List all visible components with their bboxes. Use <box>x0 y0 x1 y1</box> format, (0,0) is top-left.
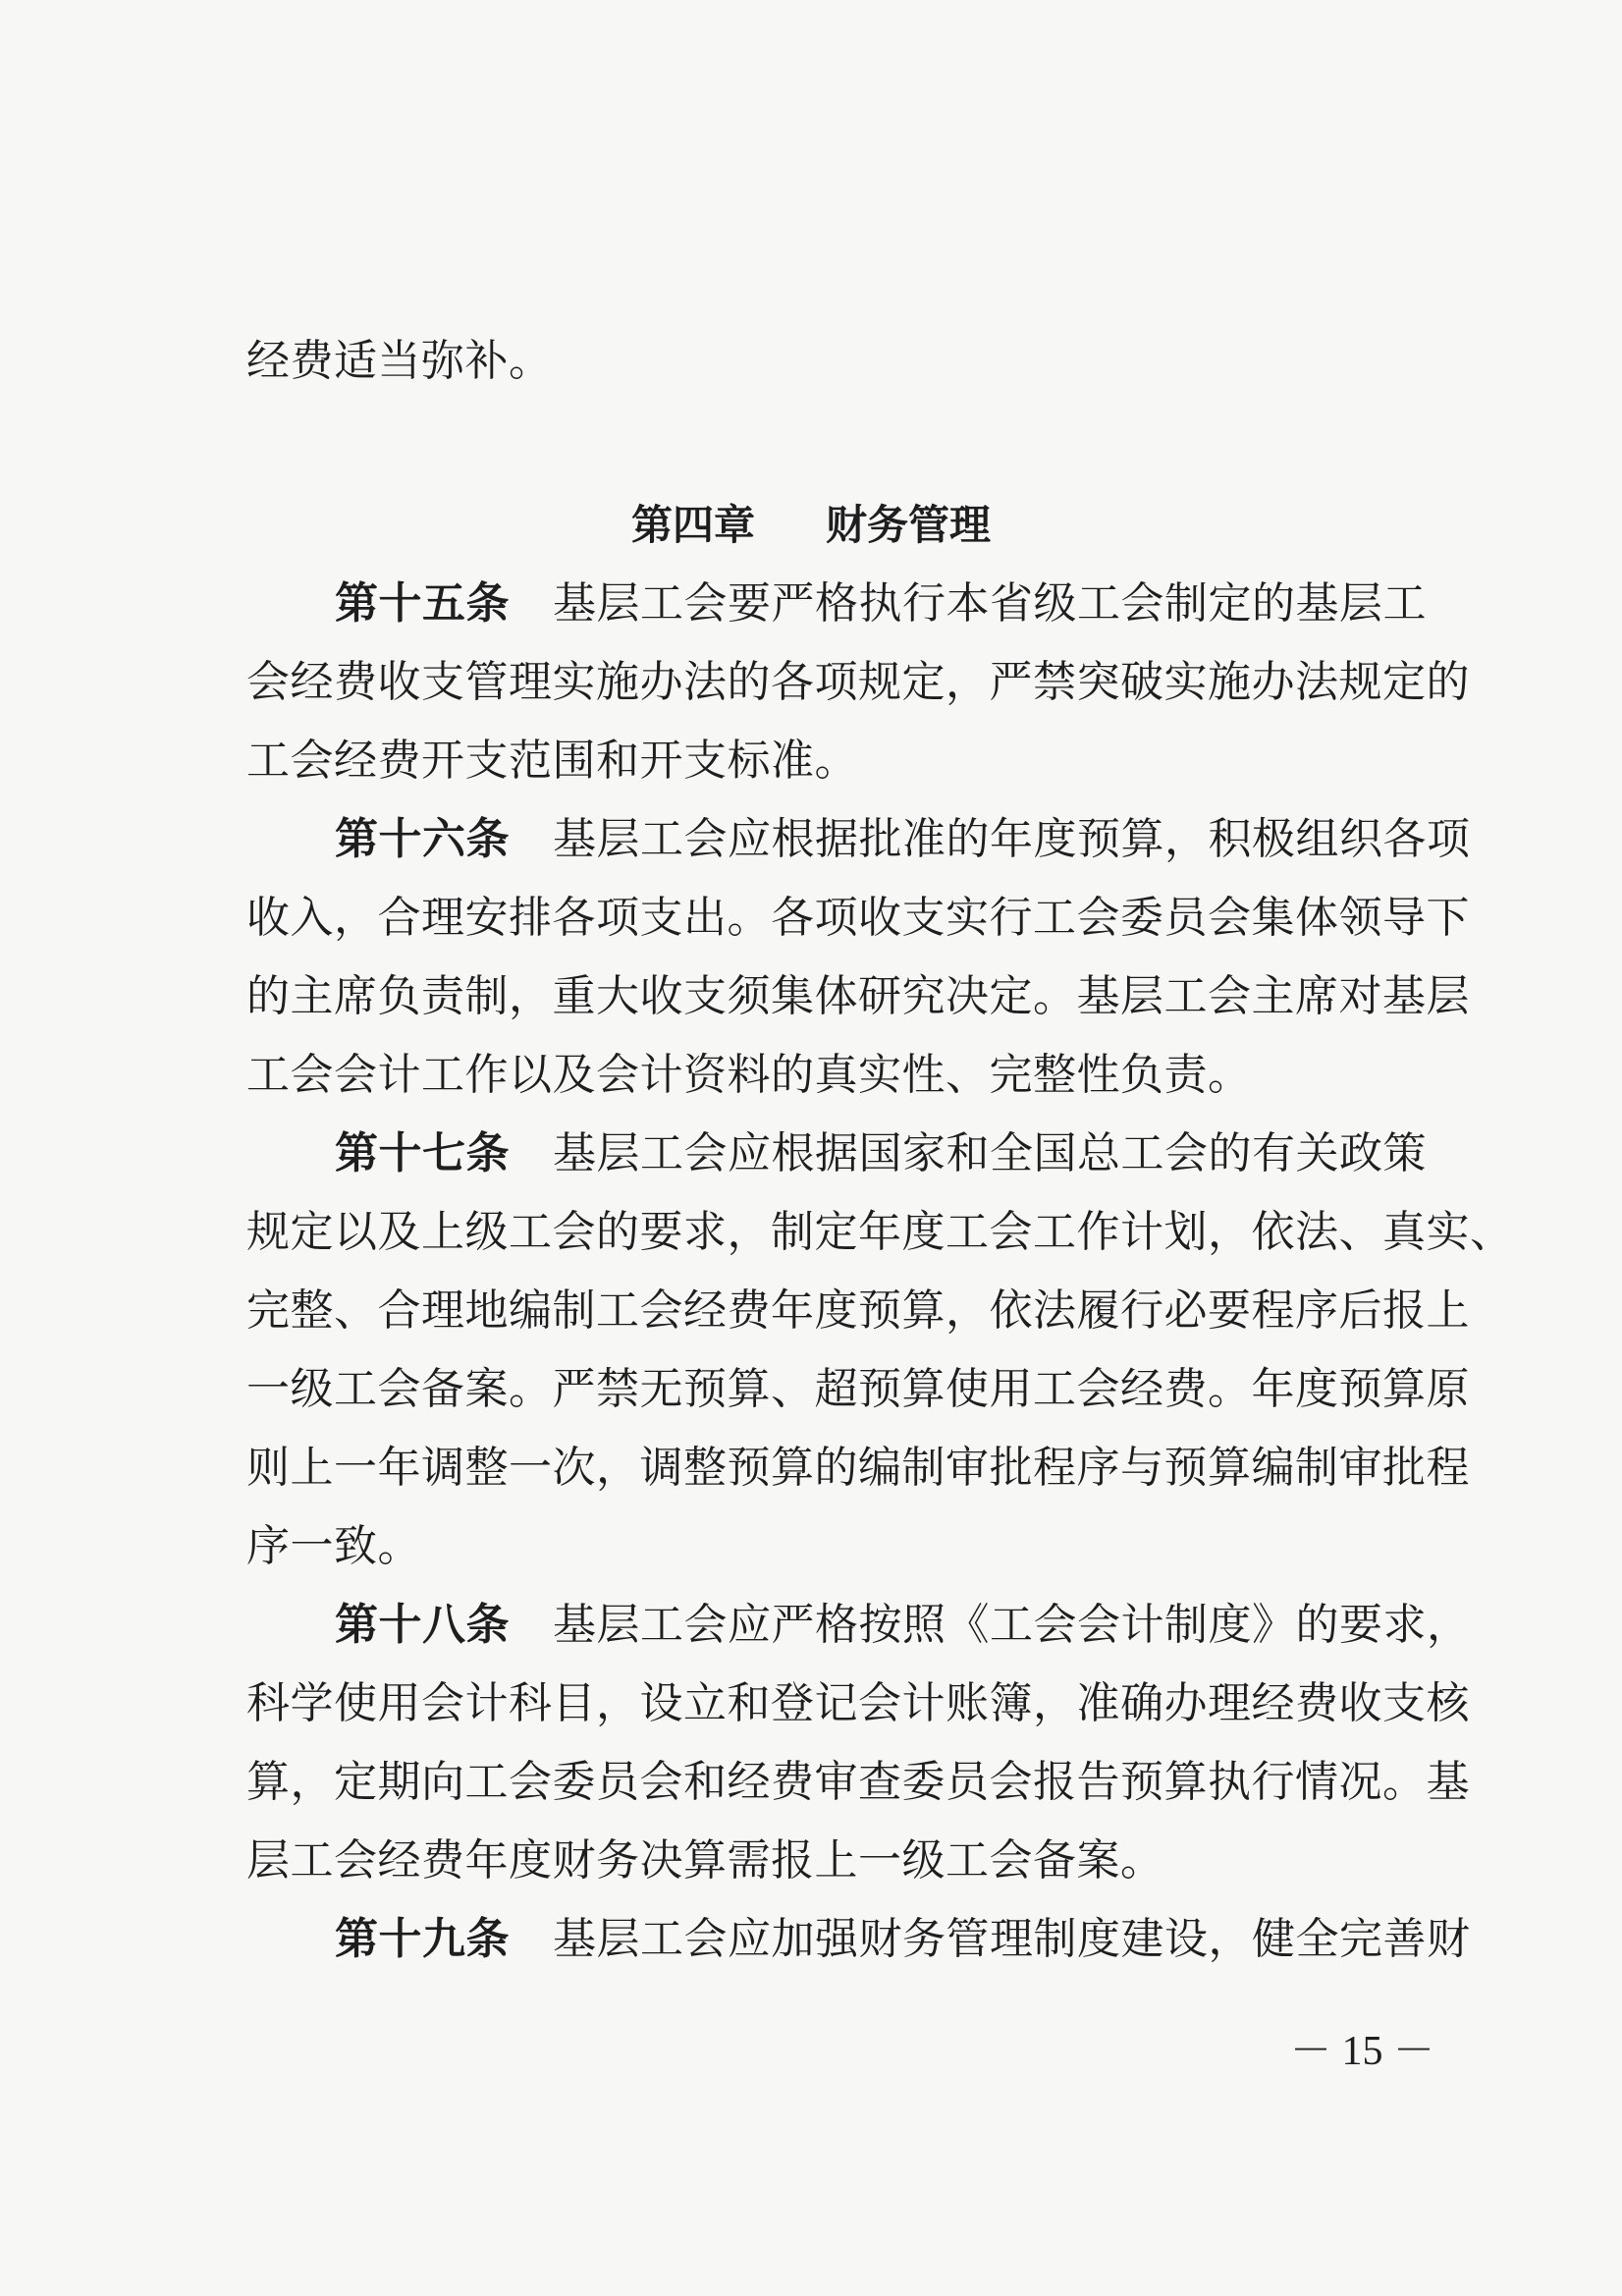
article-16-line-1 <box>335 810 1471 869</box>
article-label: 第十六条 <box>335 814 510 864</box>
article-16-line-4: 工会会计工作以及会计资料的真实性、完整性负责。 <box>246 1050 1252 1100</box>
intro-line: 经费适当弥补。 <box>246 336 553 386</box>
article-15-line-1 <box>335 574 1427 633</box>
article-text: 基层工会应根据批准的年度预算，积极组织各项 <box>553 814 1471 864</box>
article-16-line-2: 收入，合理安排各项支出。各项收支实行工会委员会集体领导下 <box>246 893 1470 943</box>
article-18-line-2: 科学使用会计科目，设立和登记会计账簿，准确办理经费收支核 <box>246 1678 1470 1728</box>
article-17-line-2: 规定以及上级工会的要求，制定年度工会工作计划，依法、真实、 <box>246 1207 1514 1257</box>
article-label: 第十八条 <box>335 1600 510 1650</box>
article-17-line-5: 则上一年调整一次，调整预算的编制审批程序与预算编制审批程 <box>246 1443 1470 1493</box>
article-17-line-6: 序一致。 <box>246 1521 421 1571</box>
article-label: 第十五条 <box>335 578 510 629</box>
article-18-line-4: 层工会经费年度财务决算需报上一级工会备案。 <box>246 1835 1164 1886</box>
article-18-line-3: 算，定期向工会委员会和经费审查委员会报告预算执行情况。基 <box>246 1757 1470 1807</box>
chapter-heading <box>0 496 1622 555</box>
chapter-number: 第四章 <box>630 501 755 549</box>
article-17-line-4: 一级工会备案。严禁无预算、超预算使用工会经费。年度预算原 <box>246 1364 1470 1414</box>
chapter-title: 财务管理 <box>826 501 992 549</box>
page-number: － 15 － <box>1290 2029 1435 2074</box>
article-17-line-3: 完整、合理地编制工会经费年度预算，依法履行必要程序后报上 <box>246 1285 1470 1336</box>
article-16-line-3: 的主席负责制，重大收支须集体研究决定。基层工会主席对基层 <box>246 971 1470 1021</box>
article-18-line-1 <box>335 1596 1471 1655</box>
article-15-line-2: 会经费收支管理实施办法的各项规定，严禁突破实施办法规定的 <box>246 657 1470 707</box>
article-19-line-1 <box>335 1910 1471 1969</box>
article-label: 第十九条 <box>335 1914 510 1964</box>
article-label: 第十七条 <box>335 1128 510 1178</box>
article-17-line-1 <box>335 1124 1427 1183</box>
article-15-line-3: 工会经费开支范围和开支标准。 <box>246 736 858 786</box>
article-text: 基层工会要严格执行本省级工会制定的基层工 <box>553 578 1427 629</box>
article-text: 基层工会应严格按照《工会会计制度》的要求， <box>553 1600 1471 1650</box>
article-text: 基层工会应根据国家和全国总工会的有关政策 <box>553 1128 1427 1178</box>
article-text: 基层工会应加强财务管理制度建设，健全完善财 <box>553 1914 1471 1964</box>
